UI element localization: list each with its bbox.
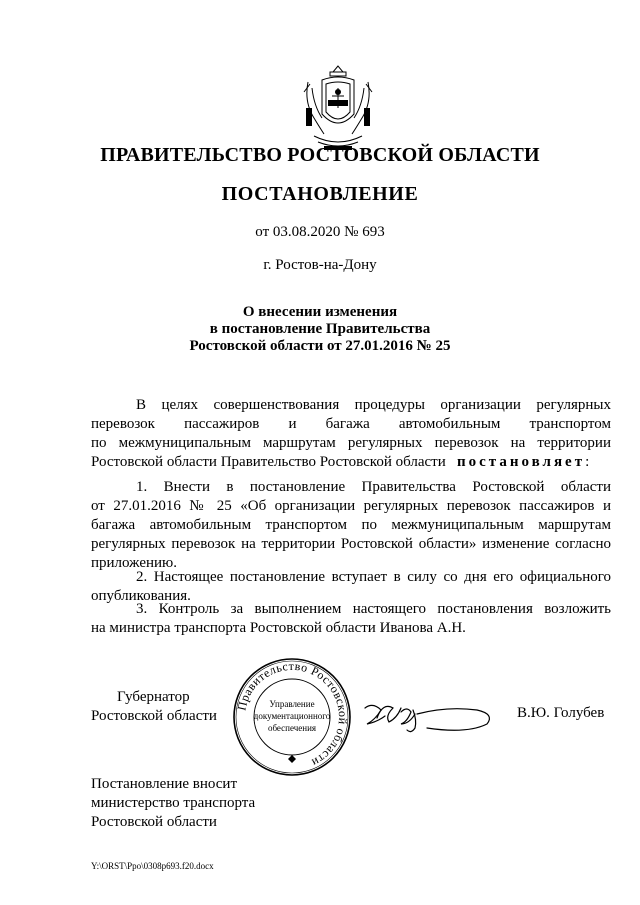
item-1 [91, 478, 611, 573]
text-line: приложению. [91, 555, 178, 571]
date-number: от 03.08.2020 № 693 [255, 224, 385, 240]
title-line: в постановление Правительства [209, 321, 431, 337]
text-line: 1. Внести в постановление Правительства Ростовской области [136, 479, 611, 495]
city: г. Ростов-на-Дону [263, 257, 377, 273]
decree-word: постановляет [457, 454, 586, 470]
intro-last-text: Ростовской области Правительство Ростовской области [91, 454, 446, 470]
position-line: Ростовской области [91, 708, 217, 724]
title-line: О внесении изменения [242, 304, 398, 320]
document-type: ПОСТАНОВЛЕНИЕ [221, 183, 419, 205]
text-line: от 27.01.2016 № 25 «Об организации регулярных перевозок пассажиров и [91, 498, 611, 514]
text-line: багажа автомобильным транспортом по межмуниципальным маршрутам [91, 517, 611, 533]
file-path-footer: Y:\ORST\Ppo\0308p693.f20.docx [91, 861, 214, 871]
official-seal-stamp [230, 655, 354, 779]
text-line: на министра транспорта Ростовской области Иванова А.Н. [91, 620, 466, 636]
submitter-line: Ростовской области [91, 814, 217, 830]
submitter-line: Постановление вносит [91, 776, 238, 792]
governor-position [91, 688, 217, 726]
coat-of-arms-emblem [300, 62, 376, 156]
seal-ring-text: Правительство Ростовской области [234, 658, 351, 771]
seal-inner-line: Управление [269, 699, 315, 709]
text-line: 3. Контроль за выполнением настоящего постановления возложить [136, 601, 611, 617]
text-line: опубликования. [91, 588, 191, 604]
decree-colon: : [585, 454, 590, 470]
text-line: перевозок пассажиров и багажа автомобильным транспортом [91, 416, 611, 432]
handwritten-signature [355, 690, 505, 740]
title-line: Ростовской области от 27.01.2016 № 25 [189, 338, 451, 354]
text-line: В целях совершенствования процедуры организации регулярных [136, 397, 611, 413]
item-3 [91, 600, 611, 638]
text-line: по межмуниципальным маршрутам регулярных перевозок на территории [91, 435, 611, 451]
submitter-line: министерство транспорта [91, 795, 256, 811]
seal-inner-line: документационного [253, 711, 331, 721]
government-name: ПРАВИТЕЛЬСТВО РОСТОВСКОЙ ОБЛАСТИ [100, 144, 540, 166]
position-line: Губернатор [117, 689, 190, 705]
seal-inner-line: обеспечения [267, 723, 317, 733]
document-title [0, 304, 640, 355]
intro-paragraph [91, 396, 611, 472]
submitted-by [91, 775, 255, 832]
text-line: 2. Настоящее постановление вступает в силу со дня его официального [136, 569, 611, 585]
text-line: регулярных перевозок на территории Ростовской области» изменение согласно [91, 536, 611, 552]
text-line [91, 453, 611, 472]
governor-name: В.Ю. Голубев [517, 705, 605, 721]
